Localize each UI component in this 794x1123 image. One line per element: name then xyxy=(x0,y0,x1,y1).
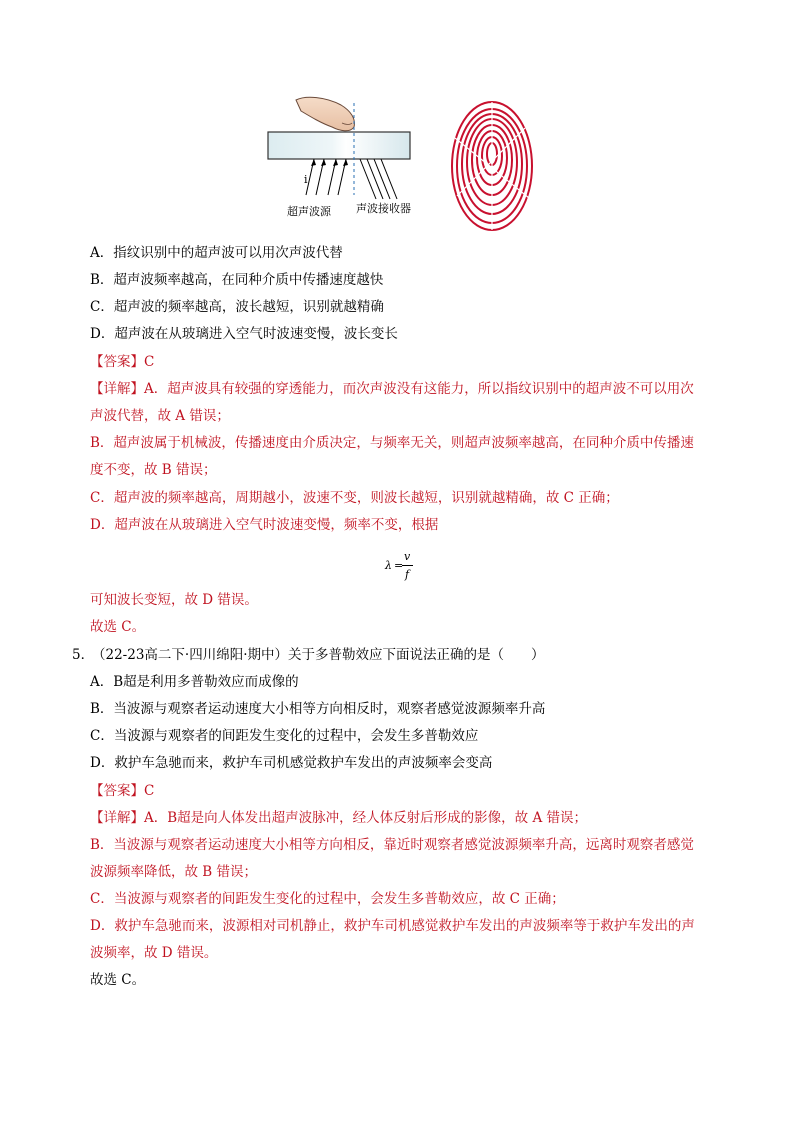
formula-denominator: f xyxy=(405,568,410,581)
fraction-bar xyxy=(402,565,413,566)
q5-explanation-line: C．当波源与观察者的间距发生变化的过程中，会发生多普勒效应，故 C 正确； xyxy=(90,891,565,907)
q4-option-b: B．超声波频率越高，在同种介质中传播速度越快 xyxy=(90,272,384,288)
q4-explanation-line: B．超声波属于机械波，传播速度由介质决定，与频率无关，则超声波频率越高，在同种介质中传播速 xyxy=(90,435,694,451)
q4-explanation-line: C．超声波的频率越高，周期越小，波速不变，则波长越短，识别就越精确，故 C 正确； xyxy=(90,490,619,506)
q5-explanation-line: B．当波源与观察者运动速度大小相等方向相反，靠近时观察者感觉波源频率升高，远离时观察者感觉 xyxy=(90,837,694,853)
q5-answer: 【答案】C xyxy=(90,783,155,799)
q5-option-d: D．救护车急驰而来，救护车司机感觉救护车发出的声波频率会变高 xyxy=(90,755,493,771)
angle-label: i xyxy=(304,173,308,186)
source-label: 超声波源 xyxy=(287,205,331,218)
q5-stem: （22-23高二下·四川绵阳·期中）关于多普勒效应下面说法正确的是（ ） xyxy=(92,647,545,663)
q4-explanation-line: D．超声波在从玻璃进入空气时波速变慢，频率不变，根据 xyxy=(90,517,439,533)
q4-explanation-line: 声波代替，故 A 错误； xyxy=(90,408,230,424)
q5-option-b: B．当波源与观察者运动速度大小相等方向相反时，观察者感觉波源频率升高 xyxy=(90,701,546,717)
q5-explanation-line: 故选 C。 xyxy=(90,972,146,988)
q4-option-a: A．指纹识别中的超声波可以用次声波代替 xyxy=(90,245,343,261)
q5-explanation-line: 【详解】A．B超是向人体发出超声波脉冲，经人体反射后形成的影像，故 A 错误； xyxy=(90,810,588,826)
q5-number: 5． xyxy=(72,647,95,663)
q4-explanation-line: 【详解】A．超声波具有较强的穿透能力，而次声波没有这能力，所以指纹识别中的超声波不可以用次 xyxy=(90,381,694,397)
q4-explanation-line: 度不变，故 B 错误； xyxy=(90,462,217,478)
q5-option-c: C．当波源与观察者的间距发生变化的过程中，会发生多普勒效应 xyxy=(90,728,479,744)
q5-option-a: A．B超是利用多普勒效应而成像的 xyxy=(90,674,299,690)
q5-explanation-line: 波源频率降低，故 B 错误； xyxy=(90,864,258,880)
receiver-label: 声波接收器 xyxy=(356,202,411,215)
q5-explanation-line: D．救护车急驰而来，波源相对司机静止，救护车司机感觉救护车发出的声波频率等于救护车发出的声 xyxy=(90,918,695,934)
q4-explanation-line: 可知波长变短，故 D 错误。 xyxy=(90,592,258,608)
wavelength-formula xyxy=(385,548,425,584)
formula-lambda: λ xyxy=(385,559,392,572)
formula-equals: = xyxy=(394,559,404,572)
fingerprint-image xyxy=(447,98,537,238)
q5-explanation-line: 波频率，故 D 错误。 xyxy=(90,945,218,961)
q4-option-c: C．超声波的频率越高，波长越短，识别就越精确 xyxy=(90,299,384,315)
q4-option-d: D．超声波在从玻璃进入空气时波速变慢，波长变长 xyxy=(90,326,398,342)
formula-numerator: v xyxy=(404,550,411,563)
q4-explanation-line: 故选 C。 xyxy=(90,619,146,635)
q4-answer: 【答案】C xyxy=(90,354,155,370)
